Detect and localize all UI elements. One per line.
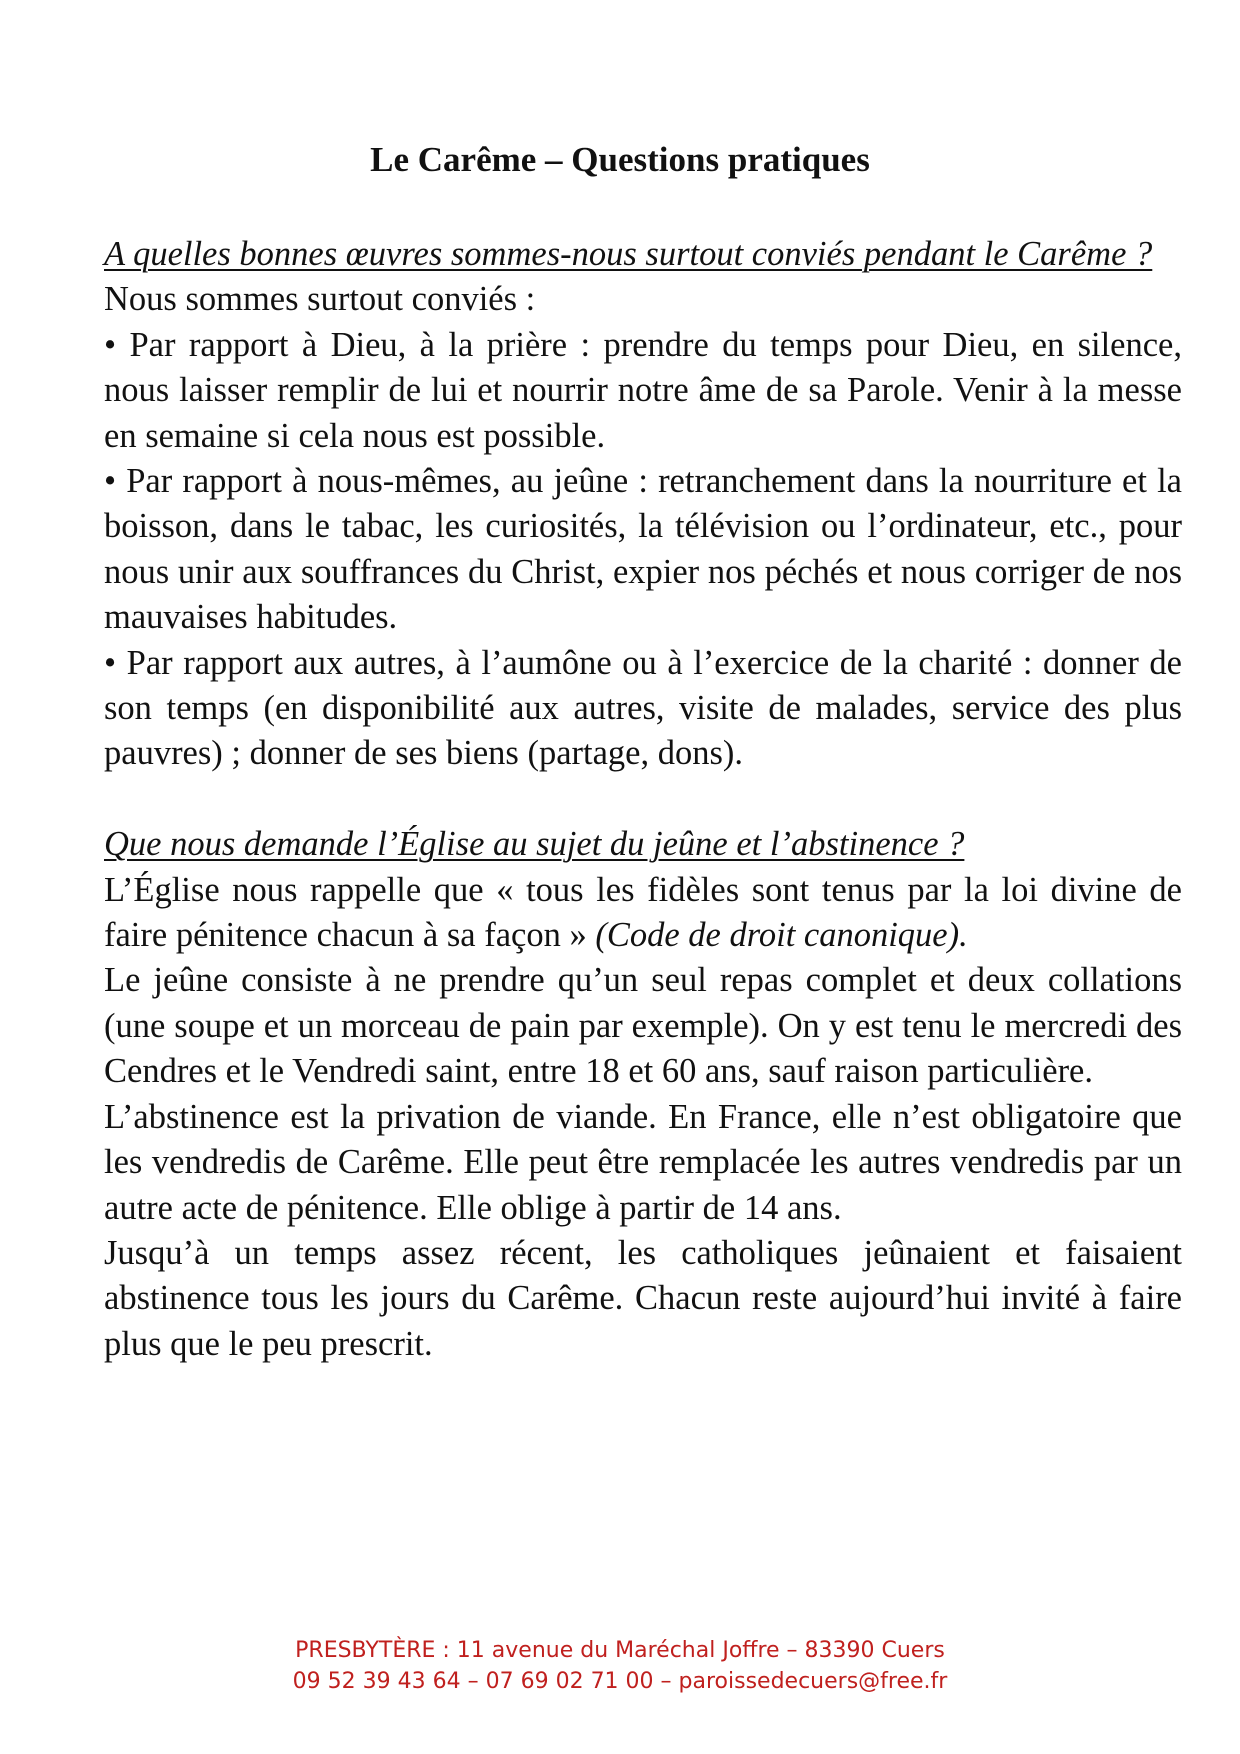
canon-law-citation: (Code de droit canonique). bbox=[595, 916, 968, 955]
page-title: Le Carême – Questions pratiques bbox=[370, 140, 870, 179]
section1-bullet-charity: • Par rapport aux autres, à l’aumône ou à l’exercice de la charité : donner de son temps (en disponibilité aux autres, visite de malades, service des plus pauvres) ; donner de ses biens (partage, dons). bbox=[104, 643, 1182, 773]
section2-paragraph-fasting: Le jeûne consiste à ne prendre qu’un seul repas complet et deux collations (une soupe et un morceau de pain par exemple). On y est tenu le mercredi des Cendres et le Vendredi saint, entre 18 et 60 ans, sauf raison particulière. bbox=[104, 961, 1182, 1091]
document-body bbox=[104, 232, 1182, 1367]
section1-intro: Nous sommes surtout conviés : bbox=[104, 280, 536, 319]
penance-text: L’Église nous rappelle que « tous les fidèles sont tenus par la loi divine de faire pénitence chacun à sa façon » bbox=[104, 870, 1182, 955]
footer-address: PRESBYTÈRE : 11 avenue du Maréchal Joffre – 83390 Cuers bbox=[295, 1638, 945, 1663]
section1-bullet-fasting: • Par rapport à nous-mêmes, au jeûne : retranchement dans la nourriture et la boisson, dans le tabac, les curiosités, la télévision ou l’ordinateur, etc., pour nous unir aux souffrances du Christ, expier nos péchés et nous corriger de nos mauvaises habitudes. bbox=[104, 462, 1182, 637]
section2-paragraph-abstinence: L’abstinence est la privation de viande. En France, elle n’est obligatoire que les vendredis de Carême. Elle peut être remplacée les autres vendredis par un autre acte de pénitence. Elle oblige à partir de 14 ans. bbox=[104, 1097, 1182, 1227]
footer-contact: 09 52 39 43 64 – 07 69 02 71 00 – paroissedecuers@free.fr bbox=[292, 1669, 948, 1694]
section-spacer bbox=[104, 777, 1182, 822]
section1-question: A quelles bonnes œuvres sommes-nous surtout conviés pendant le Carême ? bbox=[104, 235, 1153, 273]
section2-paragraph-tradition: Jusqu’à un temps assez récent, les catholiques jeûnaient et faisaient abstinence tous les jours du Carême. Chacun reste aujourd’hui invité à faire plus que le peu prescrit. bbox=[104, 1233, 1182, 1363]
section2-question: Que nous demande l’Église au sujet du jeûne et l’abstinence ? bbox=[104, 825, 965, 864]
section2-paragraph-penance bbox=[104, 868, 1182, 959]
section1-bullet-prayer: • Par rapport à Dieu, à la prière : prendre du temps pour Dieu, en silence, nous laisser remplir de lui et nourrir notre âme de sa Parole. Venir à la messe en semaine si cela nous est possible. bbox=[104, 325, 1182, 455]
